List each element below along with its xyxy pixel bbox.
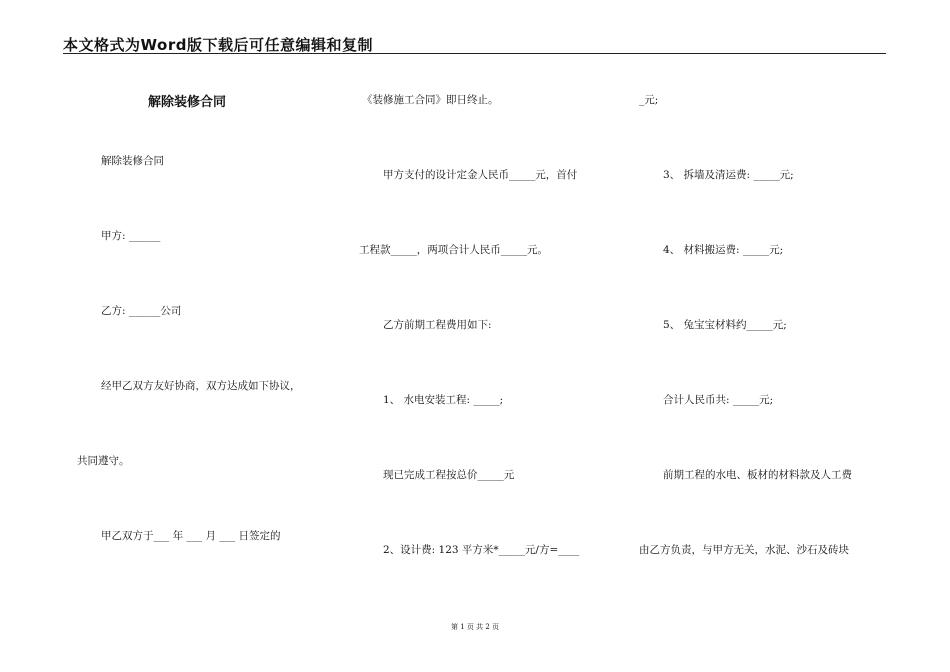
paragraph-line: 乙方前期工程费用如下: <box>383 319 492 331</box>
paragraph-line: 甲方: ______ <box>101 230 161 242</box>
paragraph-line: 工程款_____，两项合计人民币_____元。 <box>359 244 548 256</box>
paragraph-line: 3、 拆墙及清运费: _____元; <box>663 169 794 181</box>
paragraph-line: 甲方支付的设计定金人民币_____元，首付 <box>383 169 578 181</box>
page-footer: 第 1 页 共 2 页 <box>450 623 500 631</box>
paragraph-line: 甲乙双方于___ 年 ___ 月 ___ 日签定的 <box>101 530 281 542</box>
paragraph-line: 《装修施工合同》即日终止。 <box>362 94 499 106</box>
document-title: 解除装修合同 <box>148 95 227 110</box>
paragraph-line: _元; <box>639 94 659 106</box>
paragraph-line: 现已完成工程按总价_____元 <box>383 469 515 481</box>
paragraph-line: 1、 水电安装工程: _____; <box>383 394 504 406</box>
paragraph-line: 乙方: ______公司 <box>101 305 182 317</box>
paragraph-line: 共同遵守。 <box>77 455 130 467</box>
page-header-rule <box>63 53 886 54</box>
paragraph-line: 由乙方负责，与甲方无关，水泥、沙石及砖块 <box>639 544 849 556</box>
paragraph-line: 2、设计费: 123 平方米*_____元/方=____ <box>383 544 580 556</box>
paragraph-line: 4、 材料搬运费: _____元; <box>663 244 784 256</box>
paragraph-line: 解除装修合同 <box>101 155 164 167</box>
paragraph-line: 合计人民币共: _____元; <box>663 394 774 406</box>
page-header-title: 本文格式为Word版下载后可任意编辑和复制 <box>63 36 373 54</box>
paragraph-line: 经甲乙双方友好协商，双方达成如下协议， <box>101 380 301 392</box>
paragraph-line: 前期工程的水电、板材的材料款及人工费 <box>663 469 852 481</box>
paragraph-line: 5、 兔宝宝材料约_____元; <box>663 319 787 331</box>
